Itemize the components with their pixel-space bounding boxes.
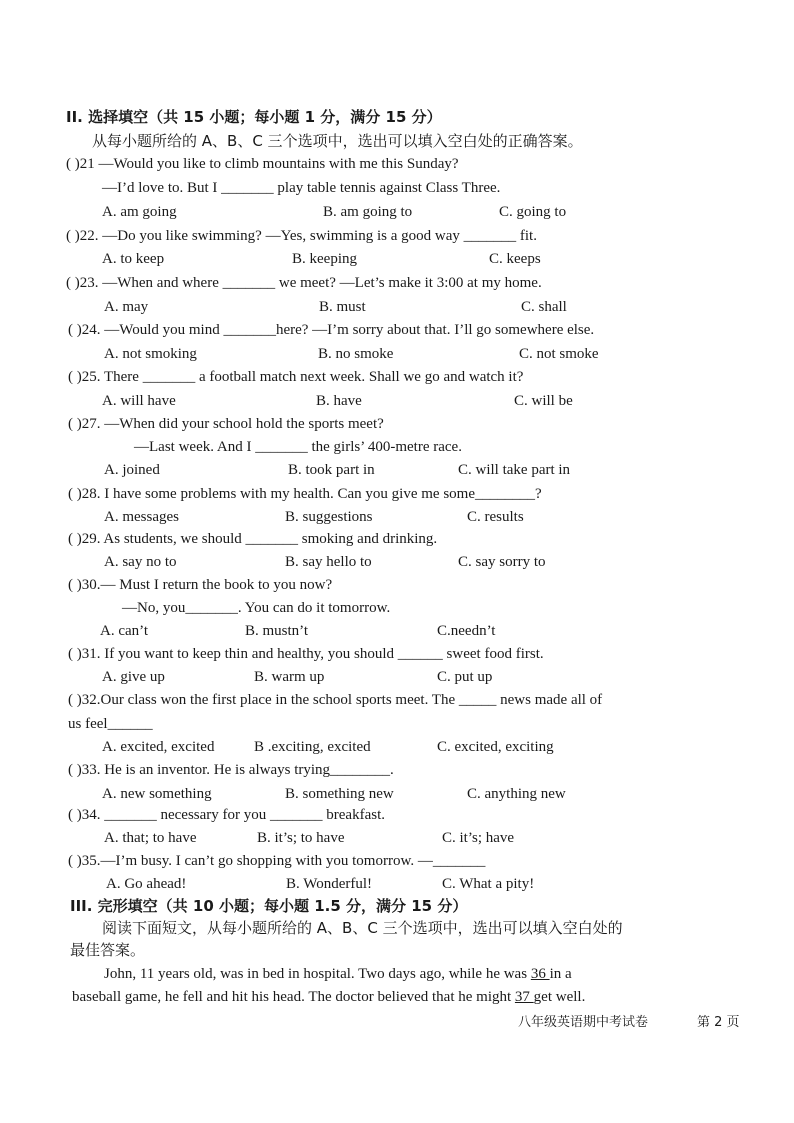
- blank-36: 36: [530, 966, 550, 982]
- question-34-option-a: A. that; to have: [104, 830, 197, 846]
- question-28-stem: ( )28. I have some problems with my health. Can you give me some________?: [68, 486, 542, 502]
- question-25-option-b: B. have: [316, 393, 362, 409]
- passage-line-2-text: baseball game, he fell and hit his head. The doctor believed that he might: [72, 989, 515, 1005]
- passage-line-2-end: get well.: [533, 989, 586, 1005]
- question-25-option-c: C. will be: [514, 393, 573, 409]
- passage-line-2: [72, 988, 585, 1006]
- question-29-stem: ( )29. As students, we should _______ smoking and drinking.: [68, 531, 438, 547]
- passage-line-1-end: in a: [549, 966, 572, 982]
- question-29-option-b: B. say hello to: [285, 554, 372, 570]
- question-30-option-c: C.needn’t: [437, 623, 496, 639]
- exam-name: 八年级英语期中考试卷: [518, 1015, 649, 1030]
- question-27-option-c: C. will take part in: [458, 462, 571, 478]
- question-21-stem: ( )21 —Would you like to climb mountains with me this Sunday?: [66, 156, 459, 172]
- question-35-stem: ( )35.—I’m busy. I can’t go shopping with you tomorrow. —_______: [68, 853, 486, 869]
- question-21-option-b: B. am going to: [323, 204, 413, 220]
- question-34-option-c: C. it’s; have: [442, 830, 515, 846]
- question-28-option-b: B. suggestions: [285, 509, 373, 525]
- question-21-option-a: A. am going: [102, 204, 177, 220]
- question-35-option-c: C. What a pity!: [442, 876, 535, 892]
- question-27-option-b: B. took part in: [288, 462, 375, 478]
- question-21-option-c: C. going to: [499, 204, 567, 220]
- section-heading-iii: III. 完形填空（共 10 小题；每小题 1.5 分，满分 15 分）: [70, 897, 468, 915]
- question-24-option-b: B. no smoke: [318, 346, 394, 362]
- question-34-option-b: B. it’s; to have: [257, 830, 345, 846]
- question-31-option-a: A. give up: [102, 669, 165, 685]
- question-25-option-a: A. will have: [102, 393, 176, 409]
- blank-37: 37: [514, 989, 534, 1005]
- question-32-option-a: A. excited, excited: [102, 739, 215, 755]
- question-24-stem: ( )24. —Would you mind _______here? —I’m sorry about that. I’ll go somewhere else.: [68, 322, 595, 338]
- section-instruction-ii: 从每小题所给的 A、B、C 三个选项中，选出可以填入空白处的正确答案。: [92, 132, 583, 150]
- question-23-option-c: C. shall: [521, 299, 567, 315]
- question-31-stem: ( )31. If you want to keep thin and healthy, you should ______ sweet food first.: [68, 646, 544, 662]
- question-23-option-a: A. may: [104, 299, 149, 315]
- question-29-option-a: A. say no to: [104, 554, 177, 570]
- question-28-option-a: A. messages: [104, 509, 179, 525]
- question-23-stem: ( )23. —When and where _______ we meet? —Let’s make it 3:00 at my home.: [66, 275, 542, 291]
- question-22-option-b: B. keeping: [292, 251, 357, 267]
- question-30-line2: —No, you_______. You can do it tomorrow.: [122, 600, 391, 616]
- question-33-option-a: A. new something: [102, 786, 212, 802]
- question-32-option-b: B .exciting, excited: [254, 739, 371, 755]
- question-34-stem: ( )34. _______ necessary for you _______ breakfast.: [68, 807, 385, 823]
- question-27-line2: —Last week. And I _______ the girls’ 400-metre race.: [134, 439, 462, 455]
- question-33-option-c: C. anything new: [467, 786, 566, 802]
- page-number: 第 2 页: [697, 1015, 740, 1030]
- question-31-option-b: B. warm up: [254, 669, 325, 685]
- question-23-option-b: B. must: [319, 299, 366, 315]
- passage-line-1-text: John, 11 years old, was in bed in hospital. Two days ago, while he was: [104, 966, 528, 982]
- question-32-option-c: C. excited, exciting: [437, 739, 554, 755]
- section-instruction-iii-line2: 最佳答案。: [70, 941, 146, 959]
- question-31-option-c: C. put up: [437, 669, 493, 685]
- question-35-option-b: B. Wonderful!: [286, 876, 373, 892]
- passage-line-1: [104, 965, 572, 983]
- question-32-line2: us feel______: [68, 716, 153, 732]
- question-28-option-c: C. results: [467, 509, 524, 525]
- question-33-stem: ( )33. He is an inventor. He is always trying________.: [68, 762, 394, 778]
- question-27-stem: ( )27. —When did your school hold the sports meet?: [68, 416, 384, 432]
- question-24-option-c: C. not smoke: [519, 346, 599, 362]
- question-33-option-b: B. something new: [285, 786, 394, 802]
- section-instruction-iii-line1: 阅读下面短文，从每小题所给的 A、B、C 三个选项中，选出可以填入空白处的: [102, 919, 623, 937]
- question-32-stem: ( )32.Our class won the first place in the school sports meet. The _____ news made all of: [68, 692, 603, 708]
- question-30-option-a: A. can’t: [100, 623, 149, 639]
- question-22-option-c: C. keeps: [489, 251, 541, 267]
- question-30-stem: ( )30.— Must I return the book to you now?: [68, 577, 333, 593]
- question-25-stem: ( )25. There _______ a football match next week. Shall we go and watch it?: [68, 369, 524, 385]
- question-21-line2: —I’d love to. But I _______ play table tennis against Class Three.: [102, 180, 501, 196]
- question-22-stem: ( )22. —Do you like swimming? —Yes, swimming is a good way _______ fit.: [66, 228, 537, 244]
- question-24-option-a: A. not smoking: [104, 346, 197, 362]
- section-heading-ii: II. 选择填空（共 15 小题；每小题 1 分，满分 15 分）: [66, 108, 442, 126]
- question-30-option-b: B. mustn’t: [245, 623, 309, 639]
- question-22-option-a: A. to keep: [102, 251, 165, 267]
- question-27-option-a: A. joined: [104, 462, 160, 478]
- question-35-option-a: A. Go ahead!: [106, 876, 187, 892]
- question-29-option-c: C. say sorry to: [458, 554, 546, 570]
